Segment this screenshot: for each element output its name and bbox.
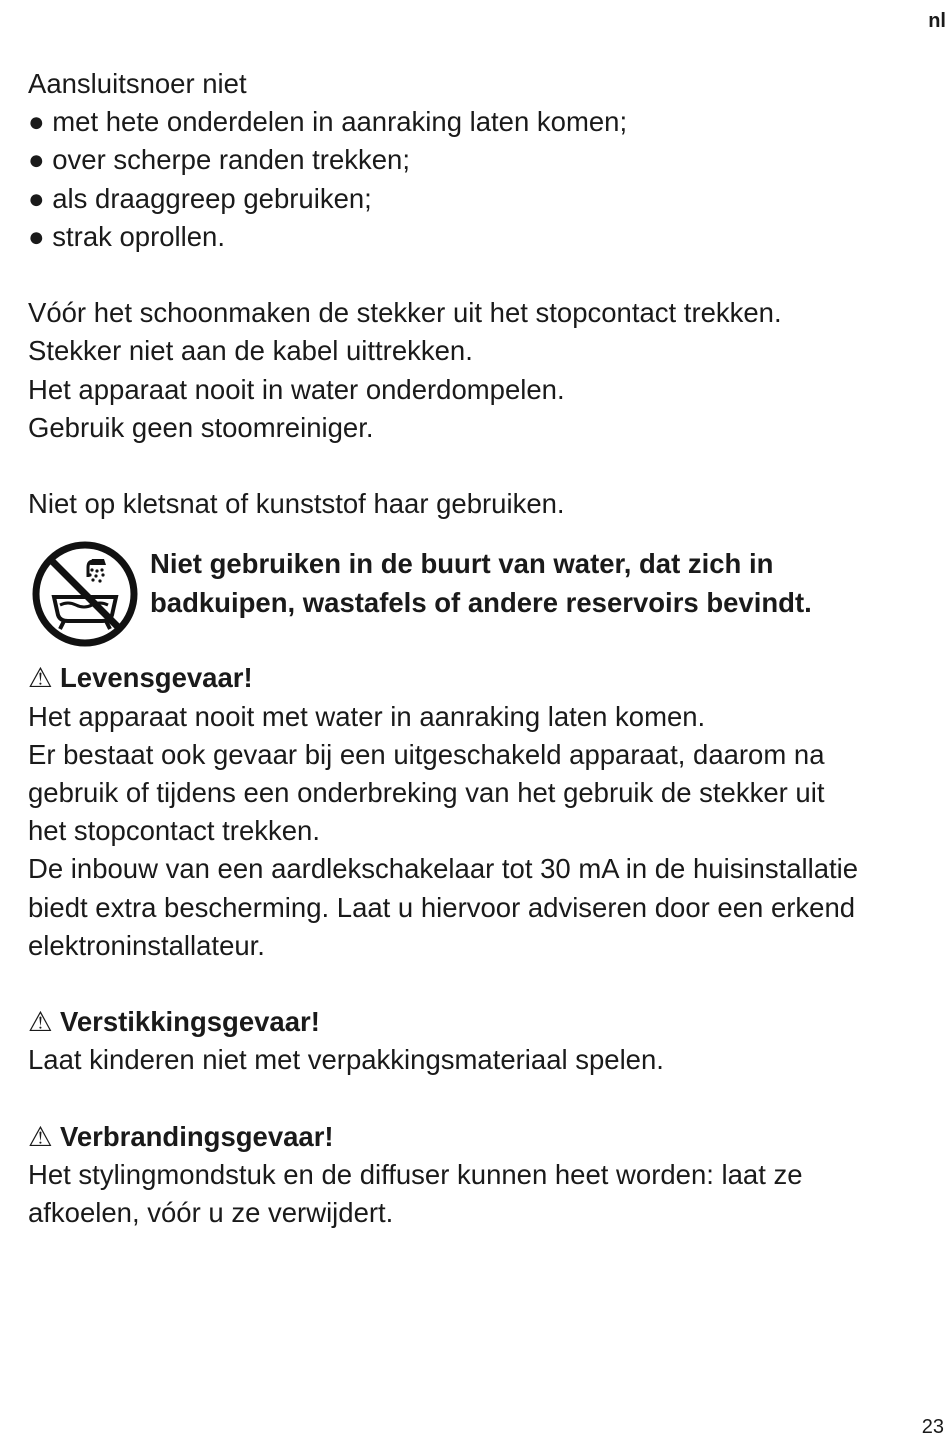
cord-bullet: ● met hete onderdelen in aanraking laten komen; <box>28 103 946 141</box>
burn-line: afkoelen, vóór u ze verwijdert. <box>28 1197 394 1229</box>
warning-triangle-icon: ⚠ <box>28 662 53 694</box>
cord-bullet: ● over scherpe randen trekken; <box>28 141 946 179</box>
burn-title: Verbrandingsgevaar! <box>60 1120 334 1152</box>
cord-bullet: ● als draaggreep gebruiken; <box>28 180 946 218</box>
water-warning <box>28 545 946 659</box>
suffocation-title: Verstikkingsgevaar! <box>60 1006 320 1038</box>
burn-line: Het stylingmondstuk en de diffuser kunnen heet worden: laat ze <box>28 1159 803 1191</box>
cleaning-line: Gebruik geen stoomreiniger. <box>28 411 374 443</box>
life-danger-line: het stopcontact trekken. <box>28 815 320 847</box>
suffocation-line: Laat kinderen niet met verpakkingsmateriaal spelen. <box>28 1044 664 1076</box>
water-warning-line: Niet gebruiken in de buurt van water, dat zich in <box>150 548 774 580</box>
life-danger-line: De inbouw van een aardlekschakelaar tot 30 mA in de huisinstallatie <box>28 853 859 885</box>
cord-intro: Aansluitsnoer niet <box>28 68 247 99</box>
life-danger-line: gebruik of tijdens een onderbreking van het gebruik de stekker uit <box>28 777 825 809</box>
cord-bullet: ● strak oprollen. <box>28 218 946 256</box>
page-number: 23 <box>921 1416 944 1438</box>
safety-instructions <box>28 65 946 1232</box>
warning-triangle-icon: ⚠ <box>28 1120 53 1152</box>
cleaning-line: Het apparaat nooit in water onderdompelen. <box>28 373 565 405</box>
life-danger-line: Het apparaat nooit met water in aanraking laten komen. <box>28 700 706 732</box>
life-danger-line: elektroninstallateur. <box>28 929 265 961</box>
water-warning-text <box>150 545 812 621</box>
cleaning-line: Vóór het schoonmaken de stekker uit het stopcontact trekken. <box>28 297 782 329</box>
water-warning-line: badkuipen, wastafels of andere reservoirs bevindt. <box>150 586 812 618</box>
no-bathtub-shower-icon <box>30 539 140 649</box>
life-danger-line: biedt extra bescherming. Laat u hiervoor adviseren door een erkend <box>28 891 856 923</box>
life-danger-title: Levensgevaar! <box>60 662 253 694</box>
suffocation-heading <box>28 1003 946 1041</box>
life-danger-line: Er bestaat ook gevaar bij een uitgeschakeld apparaat, daarom na <box>28 738 825 770</box>
hair-warning: Niet op kletsnat of kunststof haar gebruiken. <box>28 488 565 520</box>
language-code: nl <box>928 10 946 32</box>
cleaning-line: Stekker niet aan de kabel uittrekken. <box>28 335 473 367</box>
burn-heading <box>28 1118 946 1156</box>
warning-triangle-icon: ⚠ <box>28 1006 53 1038</box>
life-danger-heading <box>28 659 946 697</box>
